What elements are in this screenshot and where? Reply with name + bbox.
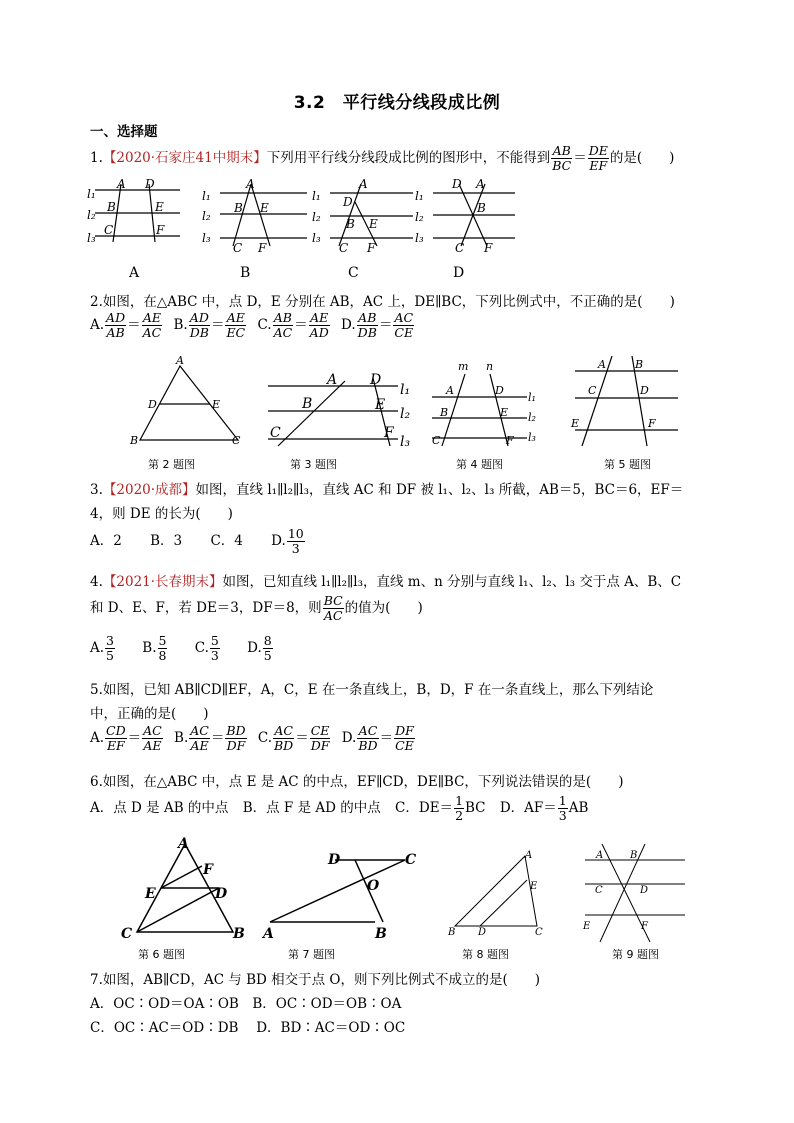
caption-q2: 第 2 题图 [148,458,195,471]
svg-text:B: B [630,850,638,861]
q7-options-ab: A．OC∶OD＝OA∶OB B．OC∶OD＝OB∶OA [90,996,402,1012]
figures-row-1 [120,356,720,456]
q3-options [90,527,312,556]
svg-text:E: E [369,217,378,231]
svg-text:F: F [484,241,493,255]
q6-option-c: C．DE＝ $\frac{1}{2}$ BC [395,793,486,823]
svg-text:E: E [155,200,164,214]
svg-text:l₂: l₂ [528,411,536,424]
svg-text:B: B [130,434,139,447]
svg-text:A: A [446,384,454,397]
svg-text:l₁: l₁ [312,189,321,203]
svg-text:C: C [270,425,281,441]
q1-source: 【2020·石家庄41中期末】 [102,150,267,166]
svg-text:E: E [260,201,269,215]
q1-fraction-1: $\frac{AB}{BC}$ [552,143,572,173]
svg-text:D: D [478,927,487,938]
q1-label-d: D [453,265,465,281]
svg-text:C: C [104,223,114,237]
svg-text:A: A [246,177,255,191]
q3-option-c: C．4 [210,533,243,549]
svg-text:F: F [506,434,514,447]
question-3-line-2: 4，则 DE 的长为( ) [90,506,233,522]
question-2: 2.如图，在△ABC 中，点 D，E 分别在 AB，AC 上，DE∥BC，下列比例式中，不正确的是( ) [90,294,675,310]
q1-text-b: 的是( ) [609,150,675,166]
svg-text:O: O [367,878,380,894]
svg-text:B: B [448,927,456,938]
q2-option-d: D. $\frac{AB}{DB}$ ＝ $\frac{AC}{CE}$ [341,310,414,340]
caption-q3: 第 3 题图 [290,458,337,471]
svg-text:C: C [339,241,349,255]
caption-q8: 第 8 题图 [462,948,509,961]
q3-option-b: B．3 [150,533,183,549]
svg-text:E: E [530,881,538,892]
svg-text:A: A [476,177,485,191]
question-6: 6.如图，在△ABC 中，点 E 是 AC 的中点，EF∥CD，DE∥BC，下列说法错误的是( ) [90,774,624,790]
svg-text:D: D [145,177,155,191]
q3-source: 【2020·成都】 [102,482,196,498]
q1-number: 1. [90,150,103,166]
svg-text:l₃: l₃ [415,231,424,245]
svg-text:B: B [346,217,355,231]
question-5: 5.如图，已知 AB∥CD∥EF，A，C，E 在一条直线上，B，D，F 在一条直线上，那么下列结论 [90,682,654,698]
svg-text:n: n [486,360,494,373]
svg-text:F: F [203,862,213,878]
svg-text:B: B [477,201,486,215]
svg-text:l₃: l₃ [400,434,411,450]
svg-text:C: C [455,241,465,255]
svg-text:l₂: l₂ [202,209,211,223]
q5-option-c: C. $\frac{AC}{BD}$ ＝ $\frac{CE}{DF}$ [257,723,330,753]
q2-option-a: A. $\frac{AD}{AB}$ ＝ $\frac{AE}{AC}$ [90,310,162,340]
svg-text:F: F [156,223,165,237]
caption-q9: 第 9 题图 [612,948,659,961]
caption-q6: 第 6 题图 [138,948,185,961]
svg-text:A: A [596,850,604,861]
svg-text:D: D [495,384,504,397]
q4-source: 【2021·长春期末】 [102,574,223,590]
svg-text:l₁: l₁ [202,189,211,203]
question-4-line-2: 和 D、E、F，若 DE＝3，DF＝8，则 $\frac{BC}{AC}$ 的值为( ) [90,593,423,623]
svg-text:B: B [375,926,387,942]
svg-text:A: A [178,836,189,852]
svg-text:D: D [343,195,353,209]
svg-text:C: C [233,241,243,255]
svg-text:E: E [571,417,580,430]
svg-text:D: D [370,372,382,388]
svg-text:C: C [595,885,603,896]
q4-option-a: A. $\frac{3}{5}$ [90,633,114,663]
svg-text:C: C [432,434,441,447]
svg-text:B: B [234,201,243,215]
q2-option-b: B. $\frac{AD}{DB}$ ＝ $\frac{AE}{EC}$ [173,310,246,340]
svg-text:C: C [405,852,417,868]
q5-option-a: A. $\frac{CD}{EF}$ ＝ $\frac{AC}{AE}$ [90,723,162,753]
svg-text:m: m [458,360,469,373]
svg-text:l₂: l₂ [400,406,411,422]
caption-q5: 第 5 题图 [604,458,651,471]
q4-option-c: C. $\frac{5}{3}$ [194,633,219,663]
caption-q4: 第 4 题图 [456,458,503,471]
svg-text:A: A [359,177,368,191]
q6-option-b: B．点 F 是 AD 的中点 [242,800,381,816]
q1-label-c: C [348,265,359,281]
svg-text:F: F [641,921,648,932]
svg-text:F: F [648,417,656,430]
q6-option-a: A．点 D 是 AB 的中点 [90,800,229,816]
q2-option-c: C. $\frac{AB}{AC}$ ＝ $\frac{AE}{AD}$ [257,310,329,340]
svg-text:A: A [263,926,274,942]
svg-text:E: E [500,406,509,419]
svg-text:C: C [232,434,241,447]
q6-options [90,794,594,823]
svg-text:l₂: l₂ [87,208,96,222]
svg-text:l₂: l₂ [312,210,321,224]
svg-text:F: F [258,241,267,255]
svg-text:E: E [375,397,386,413]
svg-text:D: D [328,852,341,868]
question-3: 3.【2020·成都】如图，直线 l₁∥l₂∥l₃，直线 AC 和 DF 被 l₁、l₂、l₃ 所截，AB＝5，BC＝6，EF＝ [90,482,684,498]
svg-text:B: B [635,358,644,371]
svg-text:l₁: l₁ [415,189,424,203]
question-1: 1.【2020·石家庄41中期末】下列用平行线分线段成比例的图形中，不能得到 $\frac{AB}{BC}$ ＝ $\frac{DE}{EF}$ 的是( ) [90,143,675,173]
svg-text:B: B [440,406,449,419]
svg-text:l₁: l₁ [528,391,536,404]
caption-q7: 第 7 题图 [288,948,335,961]
q4-option-b: B. $\frac{5}{8}$ [142,633,167,663]
q6-option-d: D．AF＝ $\frac{1}{3}$ AB [499,793,589,823]
svg-text:F: F [384,425,394,441]
svg-text:D: D [640,384,649,397]
svg-text:C: C [535,927,543,938]
svg-text:l₁: l₁ [87,187,96,201]
q5-option-b: B. $\frac{AC}{AE}$ ＝ $\frac{BD}{DF}$ [174,723,246,753]
svg-text:l₃: l₃ [202,231,211,245]
q1-figures [85,176,535,284]
svg-text:D: D [640,885,649,896]
svg-text:l₃: l₃ [312,231,321,245]
svg-text:A: A [117,177,126,191]
svg-text:F: F [367,241,376,255]
svg-text:B: B [302,396,313,412]
svg-text:E: E [212,398,221,411]
svg-text:A: A [176,356,184,367]
svg-text:l₃: l₃ [528,431,536,444]
svg-text:D: D [215,886,228,902]
page-title: 3.2 平行线分线段成比例 [293,93,501,113]
q1-label-b: B [240,265,251,281]
q2-options [90,311,421,340]
svg-text:A: A [598,358,606,371]
svg-text:D: D [452,177,462,191]
svg-text:E: E [583,921,591,932]
q1-fraction-2: $\frac{DE}{EF}$ [588,143,608,173]
q7-options-cd: C．OC∶AC＝OD∶DB D．BD∶AC＝OD∶OC [90,1020,406,1036]
section-heading: 一、选择题 [90,124,158,140]
q3-option-a: A．2 [90,533,122,549]
svg-text:l₃: l₃ [87,231,96,245]
figures-row-2 [115,834,715,946]
svg-text:B: B [233,926,245,942]
q4-option-d: D. $\frac{8}{5}$ [247,633,272,663]
svg-text:l₂: l₂ [415,210,424,224]
svg-text:C: C [121,926,133,942]
svg-text:A: A [327,372,338,388]
q4-options [90,634,280,663]
q5-option-d: D. $\frac{AC}{BD}$ ＝ $\frac{DF}{CE}$ [341,723,414,753]
q3-option-d: D. $\frac{10}{3}$ [271,526,304,556]
q5-options [90,724,422,753]
q1-label-a: A [129,265,140,281]
question-5-line-2: 中，正确的是( ) [90,706,209,722]
svg-text:D: D [148,398,157,411]
question-4: 4.【2021·长春期末】如图，已知直线 l₁∥l₂∥l₃，直线 m、n 分别与直线 l₁、l₂、l₃ 交于点 A、B、C [90,574,682,590]
svg-text:B: B [107,200,116,214]
q1-text-a: 下列用平行线分线段成比例的图形中，不能得到 [266,150,551,166]
svg-text:l₁: l₁ [400,382,411,398]
svg-text:C: C [588,384,597,397]
svg-text:E: E [145,886,156,902]
svg-text:A: A [525,850,533,861]
question-7: 7.如图，AB∥CD，AC 与 BD 相交于点 O，则下列比例式不成立的是( ) [90,972,541,988]
